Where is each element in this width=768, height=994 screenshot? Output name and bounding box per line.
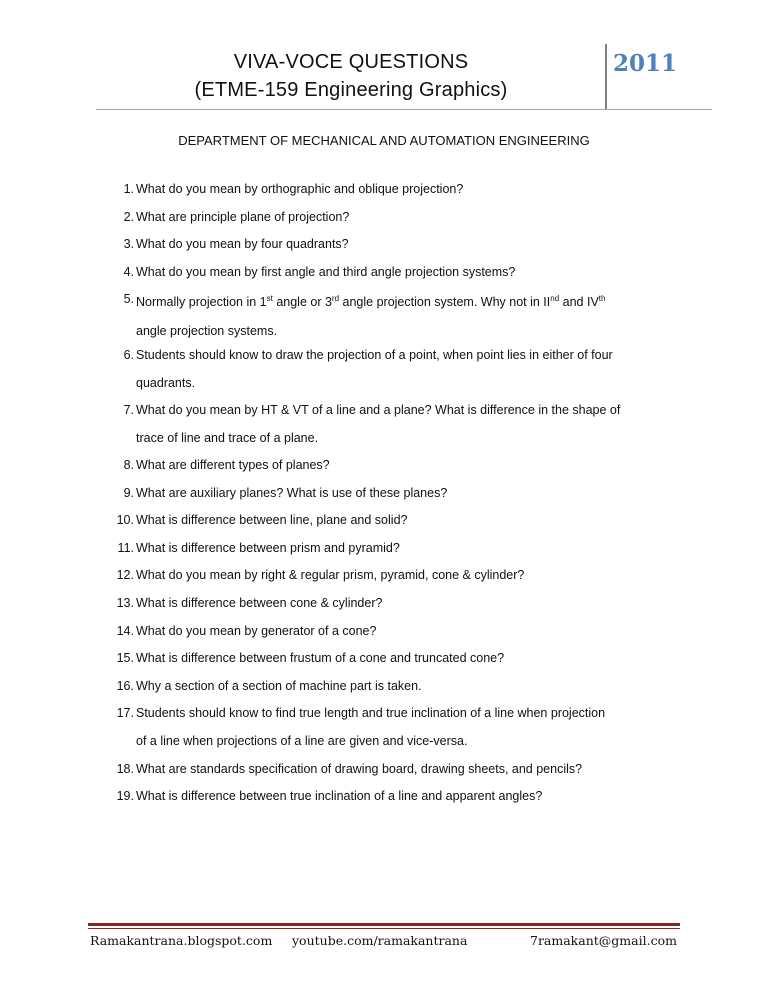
question-number: 3. <box>123 237 134 252</box>
question-number: 12. <box>116 568 134 583</box>
document-title: VIVA-VOCE QUESTIONS <box>233 51 469 73</box>
question-text <box>136 230 691 258</box>
question-line: What is difference between true inclination of a line and apparent angles? <box>136 789 543 804</box>
question-text <box>136 617 691 645</box>
question-line: What are auxiliary planes? What is use of these planes? <box>136 485 448 500</box>
question-text <box>136 451 691 479</box>
ordinal-suffix: st <box>266 294 273 304</box>
question-text <box>136 258 691 286</box>
question-number: 4. <box>123 264 134 279</box>
question-text <box>136 589 691 617</box>
question-number: 15. <box>116 651 134 666</box>
ordinal-suffix: nd <box>550 294 560 304</box>
question-number: 9. <box>123 485 134 500</box>
question-line: What is difference between cone & cylinder? <box>136 596 383 610</box>
question-number: 7. <box>123 402 134 417</box>
question-text <box>136 285 691 344</box>
year-label: 2011 <box>613 50 678 77</box>
question-line: What do you mean by HT & VT of a line and a plane? What is difference in the shape of <box>136 402 621 417</box>
question-text <box>136 341 691 397</box>
question-text <box>136 782 691 810</box>
question-number: 18. <box>116 761 134 776</box>
question-line-continued: of a line when projections of a line are given and vice-versa. <box>136 734 468 749</box>
question-text <box>136 755 691 783</box>
question-line: What are standards specification of drawing board, drawing sheets, and pencils? <box>136 761 583 776</box>
question-line-continued: quadrants. <box>136 375 196 390</box>
question-text-part: angle or 3 <box>272 295 332 310</box>
question-line: What is difference between prism and pyramid? <box>136 540 400 555</box>
question-line: What do you mean by right & regular prism, pyramid, cone & cylinder? <box>136 568 525 583</box>
question-text <box>136 506 691 534</box>
question-number: 11. <box>117 540 134 555</box>
question-number: 19. <box>116 789 134 804</box>
question-text-part: and IV <box>559 295 599 310</box>
footer-rule-thick <box>88 923 680 926</box>
header-divider-vertical <box>605 44 607 110</box>
question-text <box>136 479 691 507</box>
question-text <box>136 561 691 589</box>
ordinal-suffix: rd <box>331 294 340 304</box>
question-number: 14. <box>116 623 134 638</box>
question-line: What are different types of planes? <box>136 458 330 472</box>
question-line-continued: trace of line and trace of a plane. <box>136 430 319 445</box>
question-text <box>136 672 691 700</box>
question-line: What is difference between frustum of a cone and truncated cone? <box>136 651 505 666</box>
question-line: Students should know to find true length and true inclination of a line when projection <box>136 706 606 721</box>
question-text-part: angle projection system. Why not in II <box>339 295 551 310</box>
question-number: 17. <box>116 706 134 721</box>
question-text-part: Normally projection in 1 <box>136 295 267 310</box>
question-number: 6. <box>123 347 134 362</box>
question-number: 1. <box>123 182 134 196</box>
question-number: 5. <box>123 292 134 307</box>
footer-rule-thin <box>88 928 680 929</box>
question-line: What do you mean by first angle and third angle projection systems? <box>136 264 516 279</box>
question-number: 2. <box>123 209 134 224</box>
question-number: 8. <box>123 458 134 472</box>
document-subtitle: (ETME-159 Engineering Graphics) <box>194 79 508 101</box>
footer-blog: Ramakantrana.blogspot.com <box>90 933 273 948</box>
question-line-continued: angle projection systems. <box>136 323 278 338</box>
question-text <box>136 203 691 231</box>
question-number: 16. <box>116 678 134 693</box>
question-line: Students should know to draw the projection of a point, when point lies in either of four <box>136 347 613 362</box>
question-text <box>136 534 691 562</box>
question-line: What do you mean by generator of a cone? <box>136 623 377 638</box>
question-number: 13. <box>116 596 134 610</box>
question-line: What do you mean by orthographic and oblique projection? <box>136 182 464 196</box>
question-line: What do you mean by four quadrants? <box>136 237 349 252</box>
question-text <box>136 644 691 672</box>
ordinal-suffix: th <box>598 294 606 304</box>
question-line: What are principle plane of projection? <box>136 209 350 224</box>
footer-email: 7ramakant@gmail.com <box>530 933 677 948</box>
department-heading: DEPARTMENT OF MECHANICAL AND AUTOMATION ENGINEERING <box>178 133 590 148</box>
question-line: What is difference between line, plane and solid? <box>136 513 408 528</box>
footer-youtube: youtube.com/ramakantrana <box>292 933 468 948</box>
question-number: 10. <box>116 513 134 528</box>
question-text <box>136 175 691 203</box>
question-text <box>136 396 691 452</box>
header-divider-horizontal <box>96 109 712 110</box>
question-line: Why a section of a section of machine part is taken. <box>136 678 422 693</box>
question-text <box>136 699 691 755</box>
